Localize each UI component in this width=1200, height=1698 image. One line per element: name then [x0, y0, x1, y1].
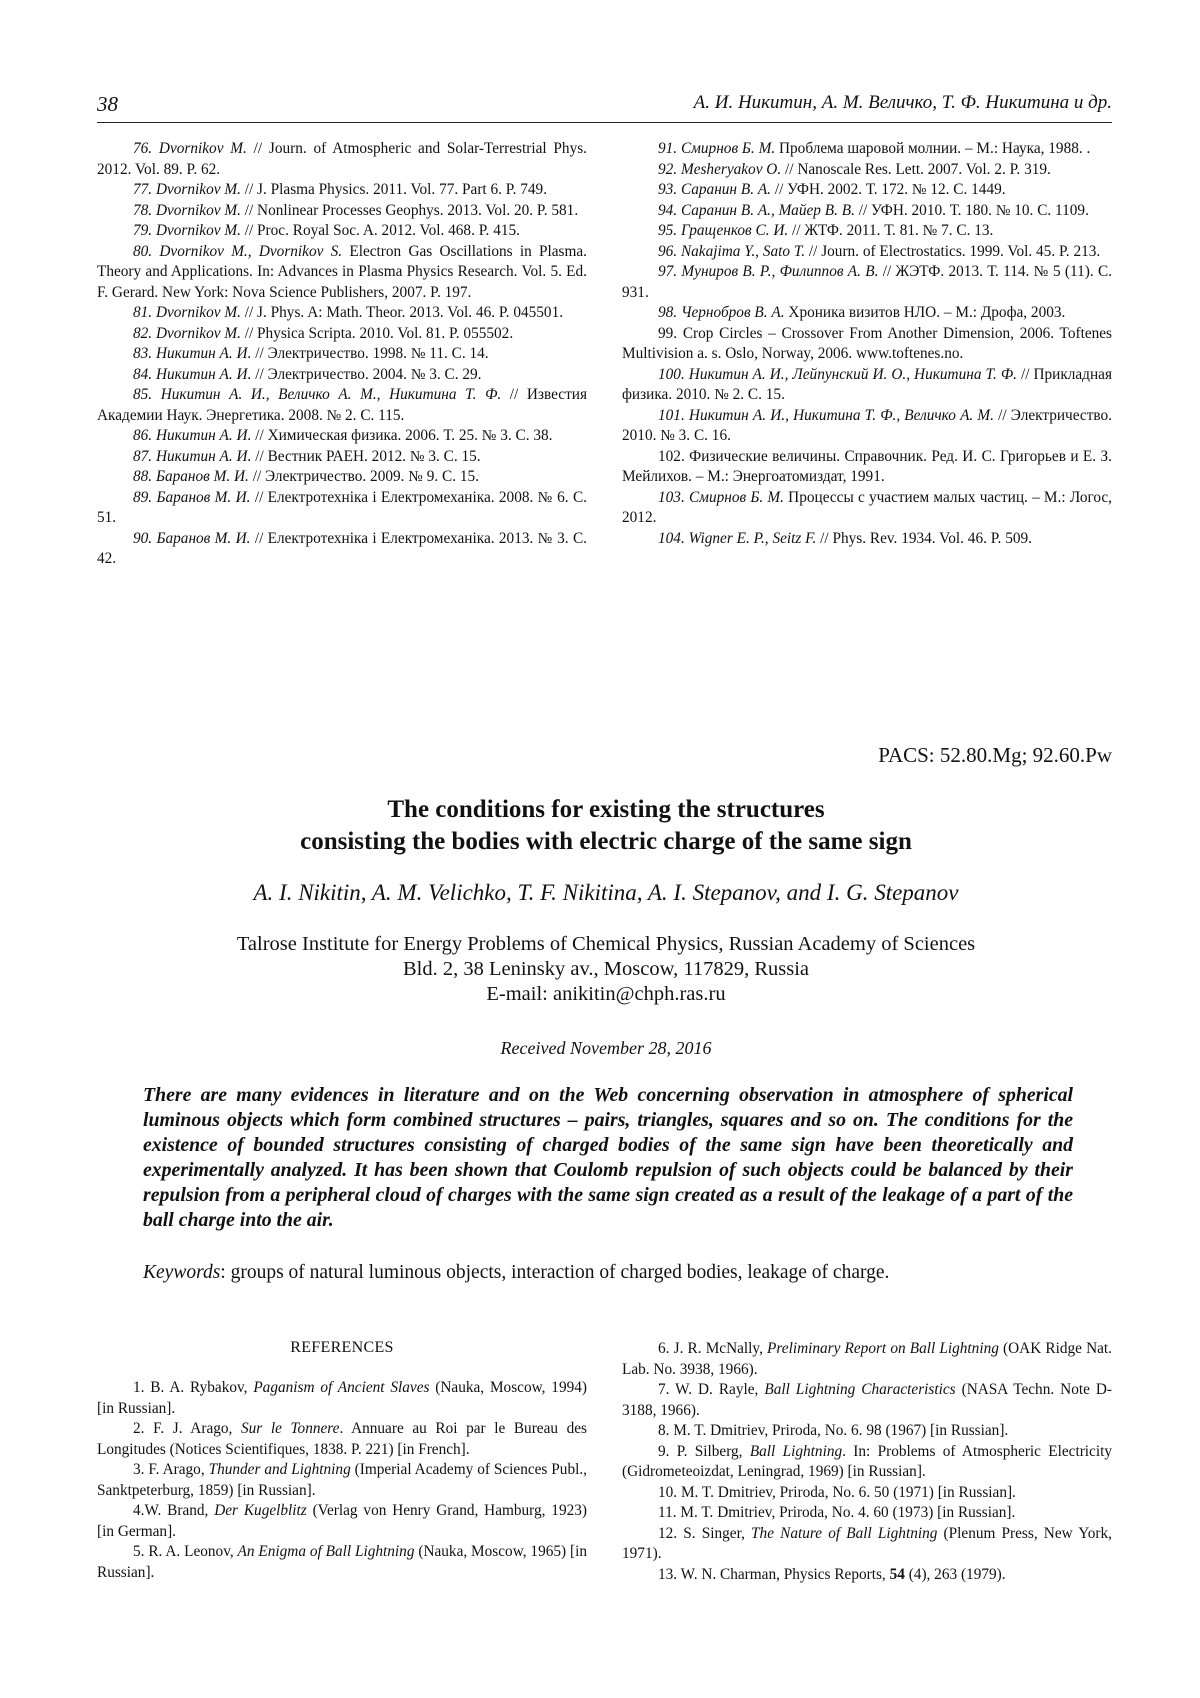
reference-details: Хроника визитов НЛО. – М.: Дрофа, 2003. — [784, 304, 1066, 321]
references-heading: REFERENCES — [290, 1339, 394, 1356]
reference-details: // J. Plasma Physics. 2011. Vol. 77. Part 6. P. 749. — [240, 181, 548, 198]
reference-item — [622, 1380, 1112, 1421]
reference-item — [97, 365, 587, 386]
reference-authors: 104. Wigner E. P., Seitz F. — [658, 529, 817, 547]
reference-details: // Phys. Rev. 1934. Vol. 46. P. 509. — [816, 529, 1032, 547]
reference-item — [97, 201, 587, 222]
reference-item — [622, 1421, 1112, 1442]
reference-item — [622, 324, 1112, 365]
reference-title: Sur le Tonnere — [240, 1420, 340, 1437]
title-line-2: consisting the bodies with electric charge of the same sign — [300, 828, 912, 855]
reference-prefix: 11. M. T. Dmitriev, Priroda, No. 4. 60 (1973) [in Russian]. — [658, 1504, 1016, 1521]
title-line-1: The conditions for existing the structures — [387, 796, 825, 823]
reference-authors: 88. Баранов М. И. — [133, 468, 249, 485]
reference-authors: 93. Саранин В. А. — [658, 181, 772, 198]
running-authors: А. И. Никитин, А. М. Величко, Т. Ф. Никитина и др. — [693, 92, 1112, 113]
reference-item — [622, 1483, 1112, 1504]
reference-authors: 81. Dvornikov M. — [133, 304, 241, 321]
reference-authors: 103. Смирнов Б. М. — [658, 488, 784, 506]
reference-item — [97, 1542, 587, 1583]
reference-item — [97, 467, 587, 488]
reference-details: // Электричество. 2004. № 3. С. 29. — [251, 365, 482, 383]
affiliation-address: Bld. 2, 38 Leninsky av., Moscow, 117829, Russia — [403, 958, 809, 980]
reference-authors: 90. Баранов М. И. — [133, 529, 251, 547]
reference-item — [622, 139, 1112, 160]
reference-title: Paganism of Ancient Slaves — [253, 1379, 430, 1396]
reference-item — [622, 221, 1112, 242]
affiliation-email: E-mail: anikitin@chph.ras.ru — [486, 983, 726, 1005]
reference-item — [622, 1339, 1112, 1380]
reference-suffix: (4), 263 (1979). — [904, 1565, 1006, 1583]
reference-authors: 77. Dvornikov M. — [133, 181, 241, 198]
reference-details: // Химическая физика. 2006. Т. 25. № 3. С. 38. — [251, 427, 553, 444]
reference-authors: 89. Баранов М. И. — [133, 488, 251, 506]
reference-details: Electron Gas Oscillations in Plasma. Theory and Applications. In: Advances in Plasma Physics Research. Vol. 5. Ed. F. Gerard. New York: Nova Science Publishers, 2007. P. 197. — [97, 242, 587, 301]
reference-details: // Електротехніка і Електромеханіка. 2008. № 6. С. 51. — [97, 488, 587, 526]
reference-column-left-continued — [97, 139, 587, 570]
reference-item — [97, 242, 587, 304]
reference-title: Thunder and Lightning — [208, 1461, 351, 1478]
pacs-codes: PACS: 52.80.Mg; 92.60.Pw — [878, 743, 1112, 767]
reference-suffix: (Nauka, Moscow, 1994) [in Russian]. — [97, 1379, 587, 1417]
reference-item — [97, 1419, 587, 1460]
reference-item — [622, 1524, 1112, 1565]
reference-item — [97, 488, 587, 529]
reference-column-right-continued — [622, 139, 1112, 549]
reference-details: // ЖТФ. 2011. Т. 81. № 7. С. 13. — [788, 222, 994, 239]
reference-prefix: 8. M. T. Dmitriev, Priroda, No. 6. 98 (1967) [in Russian]. — [658, 1422, 1009, 1439]
reference-details: // Электричество. 2009. № 9. С. 15. — [248, 468, 479, 485]
reference-prefix: 10. M. T. Dmitriev, Priroda, No. 6. 50 (1971) [in Russian]. — [658, 1483, 1016, 1501]
received-date: Received November 28, 2016 — [500, 1038, 712, 1058]
affiliation-institute: Talrose Institute for Energy Problems of Chemical Physics, Russian Academy of Sciences — [236, 933, 976, 955]
author-byline: A. I. Nikitin, A. M. Velichko, T. F. Nikitina, A. I. Stepanov, and I. G. Stepanov — [253, 880, 959, 905]
reference-title: An Enigma of Ball Lightning — [237, 1543, 415, 1560]
reference-item — [622, 160, 1112, 181]
reference-list-right — [622, 1339, 1112, 1585]
reference-details: // Електротехніка і Електромеханіка. 2013. № 3. С. 42. — [97, 529, 587, 567]
reference-title: Ball Lightning Characteristics — [764, 1381, 956, 1398]
reference-details: // Вестник РАЕН. 2012. № 3. С. 15. — [251, 447, 481, 465]
reference-authors: 98. Чернобров В. А. — [658, 304, 785, 321]
reference-details: // ЖЭТФ. 2013. Т. 114. № 5 (11). С. 931. — [622, 263, 1112, 301]
reference-prefix: 12. S. Singer, — [658, 1524, 752, 1542]
reference-details: // Proc. Royal Soc. A. 2012. Vol. 468. P. 415. — [240, 222, 520, 239]
reference-details: // Physica Scripta. 2010. Vol. 81. P. 055502. — [240, 324, 514, 342]
reference-item — [622, 242, 1112, 263]
keywords — [143, 1262, 1073, 1284]
reference-suffix: (Imperial Academy of Sciences Publ., Sanktpeterburg, 1859) [in Russian]. — [97, 1461, 588, 1499]
reference-details: // Journ. of Electrostatics. 1999. Vol. 45. P. 213. — [805, 242, 1101, 260]
reference-prefix: 3. F. Arago, — [133, 1461, 209, 1478]
reference-authors: 87. Никитин А. И. — [133, 447, 252, 465]
reference-item — [622, 406, 1112, 447]
reference-item — [97, 324, 587, 345]
reference-item — [622, 262, 1112, 303]
reference-authors: 91. Смирнов Б. М. — [658, 140, 776, 157]
keywords-label: Keywords — [143, 1262, 221, 1283]
reference-title: Ball Lightning — [749, 1442, 843, 1460]
reference-item — [97, 139, 587, 180]
reference-item — [97, 180, 587, 201]
reference-prefix: 2. F. J. Arago, — [133, 1420, 241, 1437]
reference-suffix: (Nauka, Moscow, 1965) [in Russian]. — [97, 1543, 587, 1581]
running-header — [97, 92, 1112, 123]
reference-details: 99. Crop Circles – Crossover From Another Dimension, 2006. Toftenes Multivision a. s. Oslo, Norway, 2006. www.toftenes.no. — [622, 324, 1112, 362]
reference-details: // Journ. of Atmospheric and Solar-Terrestrial Phys. 2012. Vol. 89. P. 62. — [97, 140, 587, 178]
reference-details: // УФН. 2010. Т. 180. № 10. С. 1109. — [854, 201, 1089, 219]
reference-item — [622, 1503, 1112, 1524]
reference-item — [622, 365, 1112, 406]
reference-item — [622, 1442, 1112, 1483]
reference-item — [622, 529, 1112, 550]
reference-suffix: (NASA Techn. Note D-3188, 1966). — [622, 1381, 1113, 1419]
reference-authors: 82. Dvornikov M. — [133, 324, 241, 342]
reference-details: // Известия Академии Наук. Энергетика. 2008. № 2. С. 115. — [97, 386, 587, 424]
reference-details: Проблема шаровой молнии. – М.: Наука, 1988. . — [775, 140, 1091, 157]
reference-suffix: . Annuare au Roi par le Bureau des Longitudes (Notices Scientifiques, 1838. P. 221) [in French]. — [97, 1420, 588, 1458]
reference-details: // Электричество. 2010. № 3. С. 16. — [622, 406, 1112, 444]
reference-item — [97, 303, 587, 324]
reference-item — [97, 344, 587, 365]
reference-title: The Nature of Ball Lightning — [751, 1524, 938, 1542]
reference-item — [97, 1460, 587, 1501]
reference-item — [97, 447, 587, 468]
reference-authors: 95. Гращенков С. И. — [658, 222, 789, 239]
abstract: There are many evidences in literature and on the Web concerning observation in atmosphere of spherical luminous objects which form combined structures – pairs, triangles, squares and so on. The conditions for the existence of bounded structures consisting of charged bodies of the same sign have been theoretically and experimentally analyzed. It has been shown that Coulomb repulsion of such objects could be balanced by their repulsion from a peripheral cloud of charges with the same sign created as a result of the leakage of a part of the ball charge into the air. — [143, 1084, 1073, 1231]
reference-authors: 100. Никитин А. И., Лейпунский И. О., Никитина Т. Ф. — [658, 365, 1017, 383]
reference-suffix: (OAK Ridge Nat. Lab. No. 3938, 1966). — [622, 1340, 1112, 1378]
reference-authors: 80. Dvornikov M., Dvornikov S. — [133, 242, 343, 260]
reference-prefix: 13. W. N. Charman, Physics Reports, — [658, 1565, 890, 1583]
reference-authors: 85. Никитин А. И., Величко А. М., Никитина Т. Ф. — [133, 386, 502, 403]
reference-authors: 76. Dvornikov M. — [133, 140, 247, 157]
reference-authors: 83. Никитин А. И. — [133, 345, 252, 362]
reference-item — [97, 385, 587, 426]
reference-authors: 79. Dvornikov M. — [133, 222, 241, 239]
reference-authors: 84. Никитин А. И. — [133, 365, 252, 383]
reference-item — [622, 1565, 1112, 1586]
reference-suffix: (Plenum Press, New York, 1971). — [622, 1524, 1112, 1562]
reference-authors: 97. Муниров В. Р., Филиппов А. В. — [658, 263, 879, 280]
reference-authors: 92. Mesheryakov O. — [658, 160, 782, 178]
reference-authors: 101. Никитин А. И., Никитина Т. Ф., Величко А. М. — [658, 406, 994, 424]
reference-authors: 78. Dvornikov M. — [133, 201, 241, 219]
reference-suffix: (Verlag von Henry Grand, Hamburg, 1923) [in German]. — [97, 1502, 587, 1540]
reference-details: 102. Физические величины. Справочник. Ред. И. С. Григорьев и Е. З. Мейлихов. – М.: Энергоатомиздат, 1991. — [622, 447, 1112, 485]
reference-prefix: 4.W. Brand, — [133, 1502, 215, 1519]
reference-item — [97, 1501, 587, 1542]
reference-item — [622, 488, 1112, 529]
reference-title: Preliminary Report on Ball Lightning — [767, 1340, 999, 1357]
page-number: 38 — [97, 92, 118, 116]
reference-details: // Nonlinear Processes Geophys. 2013. Vol. 20. P. 581. — [240, 201, 579, 219]
reference-suffix: . In: Problems of Atmospheric Electricity (Gidrometeoizdat, Leningrad, 1969) [in Russian]. — [622, 1442, 1112, 1480]
reference-prefix: 1. B. A. Rybakov, — [133, 1379, 254, 1396]
reference-details: // J. Phys. A: Math. Theor. 2013. Vol. 46. P. 045501. — [240, 304, 564, 321]
reference-details: // Nanoscale Res. Lett. 2007. Vol. 2. P. 319. — [781, 160, 1051, 178]
reference-prefix: 9. P. Silberg, — [658, 1442, 750, 1460]
reference-item — [97, 221, 587, 242]
reference-authors: 86. Никитин А. И. — [133, 427, 252, 444]
affiliation — [100, 932, 1112, 1007]
reference-details: Процессы с участием малых частиц. – М.: Логос, 2012. — [622, 488, 1112, 526]
reference-item — [622, 303, 1112, 324]
reference-details: // УФН. 2002. Т. 172. № 12. С. 1449. — [771, 181, 1006, 198]
reference-item — [97, 529, 587, 570]
reference-list-left — [97, 1378, 587, 1583]
reference-item — [622, 180, 1112, 201]
reference-authors: 96. Nakajima Y., Sato T. — [658, 242, 806, 260]
reference-prefix: 7. W. D. Rayle, — [658, 1381, 765, 1398]
reference-details: // Электричество. 1998. № 11. С. 14. — [251, 345, 489, 362]
reference-item — [97, 1378, 587, 1419]
reference-item — [622, 201, 1112, 222]
reference-prefix: 6. J. R. McNally, — [658, 1340, 768, 1357]
reference-prefix: 5. R. A. Leonov, — [133, 1543, 238, 1560]
reference-item — [622, 447, 1112, 488]
reference-details: // Прикладная физика. 2010. № 2. С. 15. — [622, 365, 1112, 403]
reference-volume: 54 — [889, 1565, 905, 1583]
reference-authors: 94. Саранин В. А., Майер В. В. — [658, 201, 855, 219]
keywords-text: : groups of natural luminous objects, interaction of charged bodies, leakage of charge. — [220, 1262, 890, 1283]
reference-item — [97, 426, 587, 447]
article-title — [100, 794, 1112, 858]
reference-title: Der Kugelblitz — [214, 1502, 307, 1519]
